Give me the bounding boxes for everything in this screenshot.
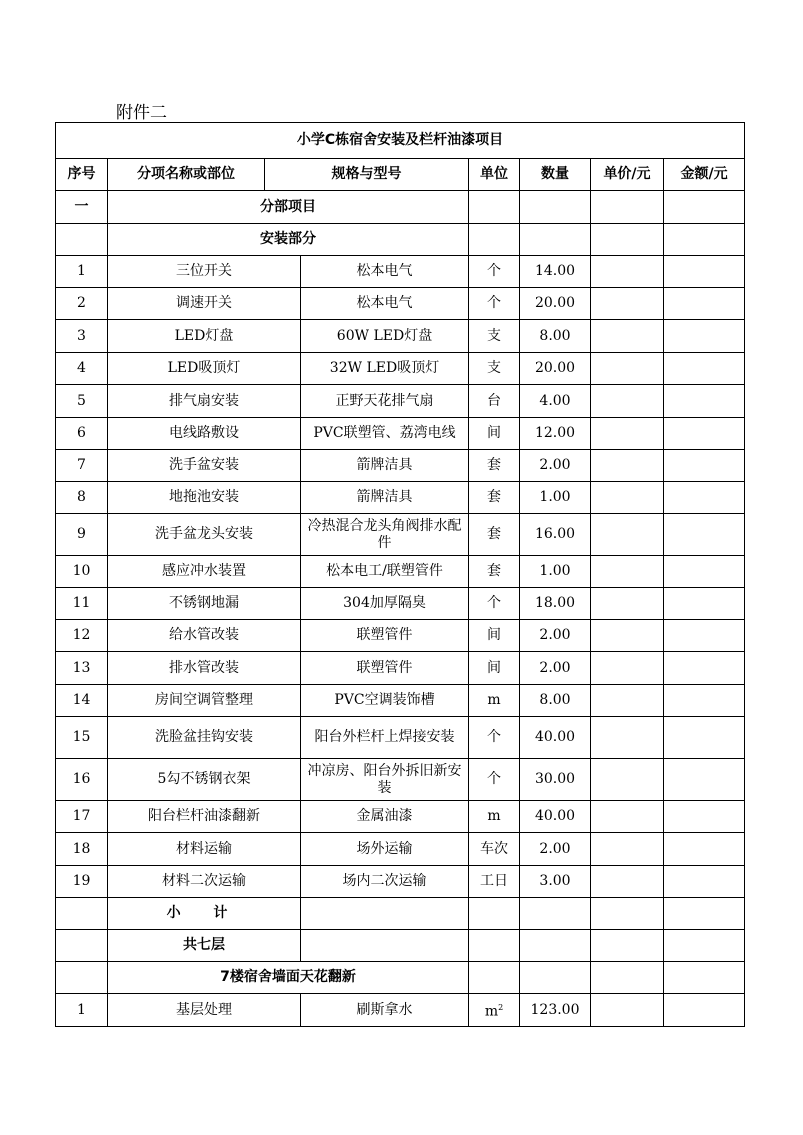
item-no: 17 bbox=[56, 801, 108, 833]
item-amount bbox=[664, 385, 745, 418]
item-price bbox=[591, 288, 664, 320]
header-row bbox=[56, 159, 745, 191]
table-row bbox=[56, 418, 745, 450]
item-name: 不锈钢地漏 bbox=[108, 588, 301, 620]
unit-base: m bbox=[484, 1003, 499, 1020]
item-qty: 2.00 bbox=[520, 620, 591, 652]
item-no: 12 bbox=[56, 620, 108, 652]
item-amount bbox=[664, 514, 745, 556]
item-price bbox=[591, 620, 664, 652]
item-spec: 正野天花排气扇 bbox=[301, 385, 469, 418]
item-amount bbox=[664, 556, 745, 588]
item-name: 给水管改装 bbox=[108, 620, 301, 652]
item-name: 三位开关 bbox=[108, 256, 301, 288]
item-spec: PVC联塑管、荔湾电线 bbox=[301, 418, 469, 450]
item-unit: 支 bbox=[469, 353, 520, 385]
header-qty: 数量 bbox=[520, 159, 591, 191]
item-name: 房间空调管整理 bbox=[108, 685, 301, 717]
item-qty: 18.00 bbox=[520, 588, 591, 620]
item-unit: 个 bbox=[469, 588, 520, 620]
header-spec: 规格与型号 bbox=[265, 159, 469, 191]
floor7-label: 7楼宿舍墙面天花翻新 bbox=[108, 962, 469, 994]
item-qty: 12.00 bbox=[520, 418, 591, 450]
item-no: 10 bbox=[56, 556, 108, 588]
item-spec: 阳台外栏杆上焊接安装 bbox=[301, 717, 469, 759]
section-no: 一 bbox=[56, 191, 108, 224]
item-price bbox=[591, 514, 664, 556]
table-row bbox=[56, 450, 745, 482]
item-qty: 2.00 bbox=[520, 450, 591, 482]
item-unit bbox=[469, 994, 520, 1027]
item-price bbox=[591, 652, 664, 685]
table-row bbox=[56, 556, 745, 588]
item-no: 7 bbox=[56, 450, 108, 482]
table-row bbox=[56, 353, 745, 385]
item-unit: 套 bbox=[469, 556, 520, 588]
item-amount bbox=[664, 801, 745, 833]
item-amount bbox=[664, 450, 745, 482]
subtotal-label: 小 计 bbox=[108, 898, 301, 930]
item-spec: 松本电工/联塑管件 bbox=[301, 556, 469, 588]
table-row bbox=[56, 385, 745, 418]
item-price bbox=[591, 556, 664, 588]
item-unit: 支 bbox=[469, 320, 520, 353]
item-qty: 1.00 bbox=[520, 556, 591, 588]
item-name: 材料二次运输 bbox=[108, 866, 301, 898]
item-name: 5勾不锈钢衣架 bbox=[108, 759, 301, 801]
item-amount bbox=[664, 320, 745, 353]
item-unit: 车次 bbox=[469, 833, 520, 866]
item-no: 2 bbox=[56, 288, 108, 320]
item-name: 排气扇安装 bbox=[108, 385, 301, 418]
table-row bbox=[56, 514, 745, 556]
header-name: 分项名称或部位 bbox=[108, 159, 265, 191]
item-name: LED灯盘 bbox=[108, 320, 301, 353]
subsection-row bbox=[56, 224, 745, 256]
item-amount bbox=[664, 418, 745, 450]
item-qty: 14.00 bbox=[520, 256, 591, 288]
item-unit: 间 bbox=[469, 652, 520, 685]
item-no: 18 bbox=[56, 833, 108, 866]
item-price bbox=[591, 801, 664, 833]
item-no: 13 bbox=[56, 652, 108, 685]
item-spec: 箭牌洁具 bbox=[301, 482, 469, 514]
item-spec: 场内二次运输 bbox=[301, 866, 469, 898]
item-no: 1 bbox=[56, 994, 108, 1027]
item-price bbox=[591, 482, 664, 514]
header-no: 序号 bbox=[56, 159, 108, 191]
table-row bbox=[56, 759, 745, 801]
item-amount bbox=[664, 353, 745, 385]
subtotal-row bbox=[56, 898, 745, 930]
item-qty: 20.00 bbox=[520, 353, 591, 385]
item-qty: 30.00 bbox=[520, 759, 591, 801]
table-row bbox=[56, 620, 745, 652]
title-row bbox=[56, 123, 745, 159]
unit-superscript: 2 bbox=[498, 1003, 504, 1013]
floor7-row bbox=[56, 962, 745, 994]
item-name: LED吸顶灯 bbox=[108, 353, 301, 385]
item-spec: 联塑管件 bbox=[301, 652, 469, 685]
item-no: 4 bbox=[56, 353, 108, 385]
item-name: 电线路敷设 bbox=[108, 418, 301, 450]
item-spec: 冲凉房、阳台外拆旧新安装 bbox=[301, 759, 469, 801]
item-amount bbox=[664, 620, 745, 652]
item-qty: 20.00 bbox=[520, 288, 591, 320]
item-price bbox=[591, 685, 664, 717]
item-name: 材料运输 bbox=[108, 833, 301, 866]
subsection-label: 安装部分 bbox=[108, 224, 469, 256]
item-name: 洗脸盆挂钩安装 bbox=[108, 717, 301, 759]
item-no: 9 bbox=[56, 514, 108, 556]
item-name: 洗手盆龙头安装 bbox=[108, 514, 301, 556]
table-row bbox=[56, 588, 745, 620]
item-no: 16 bbox=[56, 759, 108, 801]
item-amount bbox=[664, 994, 745, 1027]
item-price bbox=[591, 717, 664, 759]
table-row bbox=[56, 866, 745, 898]
item-spec: 60W LED灯盘 bbox=[301, 320, 469, 353]
item-amount bbox=[664, 288, 745, 320]
item-qty: 1.00 bbox=[520, 482, 591, 514]
item-qty: 40.00 bbox=[520, 801, 591, 833]
item-no: 6 bbox=[56, 418, 108, 450]
item-price bbox=[591, 759, 664, 801]
table-row bbox=[56, 320, 745, 353]
item-spec: 304加厚隔臭 bbox=[301, 588, 469, 620]
item-unit: 间 bbox=[469, 418, 520, 450]
item-unit: 台 bbox=[469, 385, 520, 418]
item-spec: 松本电气 bbox=[301, 256, 469, 288]
item-amount bbox=[664, 717, 745, 759]
item-qty: 8.00 bbox=[520, 320, 591, 353]
table-row bbox=[56, 256, 745, 288]
item-price bbox=[591, 588, 664, 620]
item-unit: 套 bbox=[469, 450, 520, 482]
bill-of-quantities-table bbox=[55, 122, 745, 1027]
item-spec: 32W LED吸顶灯 bbox=[301, 353, 469, 385]
item-no: 8 bbox=[56, 482, 108, 514]
item-price bbox=[591, 353, 664, 385]
item-price bbox=[591, 418, 664, 450]
item-spec: 冷热混合龙头角阀排水配件 bbox=[301, 514, 469, 556]
item-qty: 40.00 bbox=[520, 717, 591, 759]
item-price bbox=[591, 833, 664, 866]
item-amount bbox=[664, 652, 745, 685]
item-amount bbox=[664, 685, 745, 717]
item-amount bbox=[664, 833, 745, 866]
item-price bbox=[591, 866, 664, 898]
item-name: 排水管改装 bbox=[108, 652, 301, 685]
item-qty: 16.00 bbox=[520, 514, 591, 556]
item-qty: 8.00 bbox=[520, 685, 591, 717]
table-row bbox=[56, 833, 745, 866]
item-name: 感应冲水装置 bbox=[108, 556, 301, 588]
item-no: 3 bbox=[56, 320, 108, 353]
section-label: 分部项目 bbox=[108, 191, 469, 224]
item-name: 地拖池安装 bbox=[108, 482, 301, 514]
item-unit: 个 bbox=[469, 256, 520, 288]
table-row bbox=[56, 801, 745, 833]
item-spec: 松本电气 bbox=[301, 288, 469, 320]
item-price bbox=[591, 256, 664, 288]
floors-label: 共七层 bbox=[108, 930, 301, 962]
item-price bbox=[591, 385, 664, 418]
item-unit: 工日 bbox=[469, 866, 520, 898]
item-price bbox=[591, 994, 664, 1027]
item-name: 基层处理 bbox=[108, 994, 301, 1027]
item-unit: 个 bbox=[469, 288, 520, 320]
table-row bbox=[56, 685, 745, 717]
item-name: 洗手盆安装 bbox=[108, 450, 301, 482]
item-price bbox=[591, 320, 664, 353]
item-amount bbox=[664, 588, 745, 620]
item-spec: 箭牌洁具 bbox=[301, 450, 469, 482]
item-qty: 2.00 bbox=[520, 833, 591, 866]
item-no: 11 bbox=[56, 588, 108, 620]
item-spec: 场外运输 bbox=[301, 833, 469, 866]
item-name: 调速开关 bbox=[108, 288, 301, 320]
header-unit: 单位 bbox=[469, 159, 520, 191]
item-spec: 刷斯拿水 bbox=[301, 994, 469, 1027]
item-amount bbox=[664, 482, 745, 514]
item-no: 15 bbox=[56, 717, 108, 759]
item-qty: 123.00 bbox=[520, 994, 591, 1027]
item-spec: 金属油漆 bbox=[301, 801, 469, 833]
table-row bbox=[56, 717, 745, 759]
item-no: 5 bbox=[56, 385, 108, 418]
floors-row bbox=[56, 930, 745, 962]
item-unit: 套 bbox=[469, 482, 520, 514]
table-title: 小学C栋宿舍安装及栏杆油漆项目 bbox=[56, 123, 745, 159]
item-amount bbox=[664, 759, 745, 801]
item-no: 14 bbox=[56, 685, 108, 717]
table-row bbox=[56, 288, 745, 320]
item-name: 阳台栏杆油漆翻新 bbox=[108, 801, 301, 833]
table-row bbox=[56, 652, 745, 685]
item-price bbox=[591, 450, 664, 482]
section-row bbox=[56, 191, 745, 224]
item-unit: 套 bbox=[469, 514, 520, 556]
item-amount bbox=[664, 256, 745, 288]
item-spec: PVC空调装饰槽 bbox=[301, 685, 469, 717]
item-no: 19 bbox=[56, 866, 108, 898]
table-row bbox=[56, 994, 745, 1027]
item-no: 1 bbox=[56, 256, 108, 288]
item-unit: 个 bbox=[469, 759, 520, 801]
header-price: 单价/元 bbox=[591, 159, 664, 191]
item-spec: 联塑管件 bbox=[301, 620, 469, 652]
item-qty: 4.00 bbox=[520, 385, 591, 418]
table-row bbox=[56, 482, 745, 514]
item-unit: m bbox=[469, 801, 520, 833]
header-amount: 金额/元 bbox=[664, 159, 745, 191]
item-unit: 间 bbox=[469, 620, 520, 652]
item-qty: 3.00 bbox=[520, 866, 591, 898]
item-unit: 个 bbox=[469, 717, 520, 759]
item-amount bbox=[664, 866, 745, 898]
item-unit: m bbox=[469, 685, 520, 717]
attachment-label: 附件二 bbox=[116, 103, 167, 123]
item-qty: 2.00 bbox=[520, 652, 591, 685]
